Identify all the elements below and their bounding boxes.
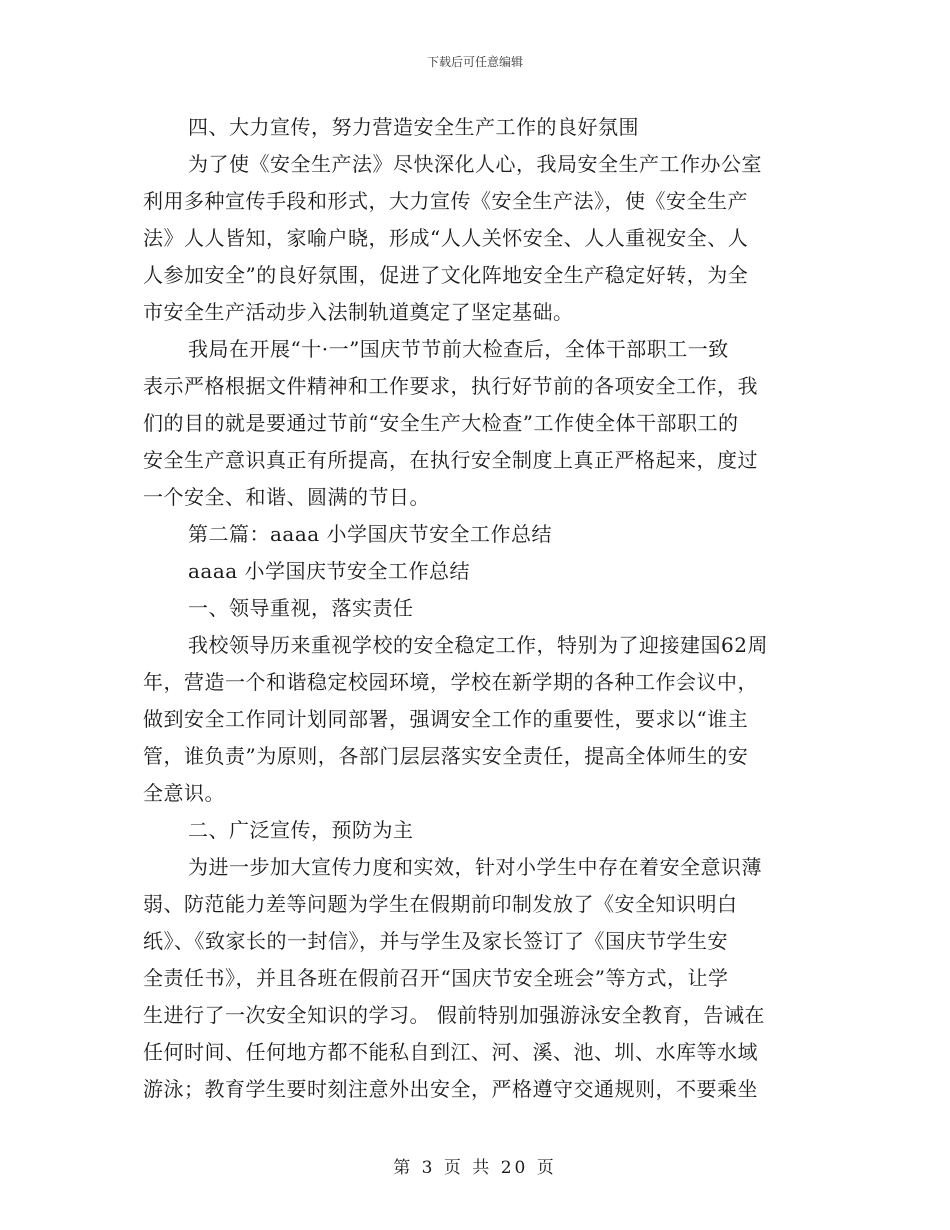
text-line: 利用多种宣传手段和形式，大力宣传《安全生产法》，使《安全生产 bbox=[143, 189, 748, 213]
text-line: 生进行了一次安全知识的学习。 假前特别加强游泳安全教育，告诫在 bbox=[143, 1003, 765, 1027]
text-line: 做到安全工作同计划同部署，强调安全工作的重要性，要求以“谁主 bbox=[143, 707, 749, 731]
document-body bbox=[143, 109, 807, 1108]
text-line: 表示严格根据文件精神和工作要求，执行好节前的各项安全工作，我 bbox=[143, 374, 758, 398]
text-line: 市安全生产活动步入法制轨道奠定了坚定基础。 bbox=[143, 300, 574, 324]
text-line: 管，谁负责”为原则，各部门层层落实安全责任，提高全体师生的安 bbox=[143, 744, 749, 768]
text-line: 全意识。 bbox=[143, 781, 225, 805]
page-footer: 第 3 页 共 20 页 bbox=[393, 1158, 557, 1178]
text-line: 年，营造一个和谐稳定校园环境，学校在新学期的各种工作会议中， bbox=[143, 670, 758, 694]
text-line: 法》人人皆知，家喻户晓，形成“人人关怀安全、人人重视安全、人 bbox=[143, 226, 749, 250]
text-line: 一、领导重视，落实责任 bbox=[188, 596, 414, 620]
text-line: 第二篇：aaaa 小学国庆节安全工作总结 bbox=[188, 522, 553, 546]
text-line: 为进一步加大宣传力度和实效，针对小学生中存在着安全意识薄 bbox=[188, 855, 762, 879]
text-line: 为了使《安全生产法》尽快深化人心，我局安全生产工作办公室 bbox=[188, 152, 762, 176]
page-header: 下载后可任意编辑 bbox=[426, 55, 523, 69]
text-line: 们的目的就是要通过节前“安全生产大检查”工作使全体干部职工的 bbox=[143, 411, 739, 435]
text-line: 一个安全、和谐、圆满的节日。 bbox=[143, 485, 430, 509]
text-line: 我校领导历来重视学校的安全稳定工作，特别为了迎接建国62周 bbox=[188, 633, 768, 657]
text-line: 四、大力宣传，努力营造安全生产工作的良好氛围 bbox=[188, 115, 639, 139]
text-line: 游泳；教育学生要时刻注意外出安全，严格遵守交通规则，不要乘坐 bbox=[143, 1077, 758, 1101]
text-line: 任何时间、任何地方都不能私自到江、河、溪、池、圳、水库等水域 bbox=[143, 1040, 758, 1064]
text-line: 人参加安全”的良好氛围，促进了文化阵地安全生产稳定好转，为全 bbox=[143, 263, 749, 287]
text-line: 弱、防范能力差等问题为学生在假期前印制发放了《安全知识明白 bbox=[143, 892, 738, 916]
text-line: 二、广泛宣传，预防为主 bbox=[188, 818, 414, 842]
text-line: aaaa 小学国庆节安全工作总结 bbox=[188, 559, 471, 583]
text-line: 安全生产意识真正有所提高，在执行安全制度上真正严格起来，度过 bbox=[143, 448, 758, 472]
text-line: 纸》、《致家长的一封信》，并与学生及家长签订了《国庆节学生安 bbox=[143, 929, 728, 953]
text-line: 全责任书》，并且各班在假前召开“国庆节安全班会”等方式，让学 bbox=[143, 966, 729, 990]
text-line: 我局在开展“十·一”国庆节节前大检查后，全体干部职工一致 bbox=[188, 337, 729, 361]
